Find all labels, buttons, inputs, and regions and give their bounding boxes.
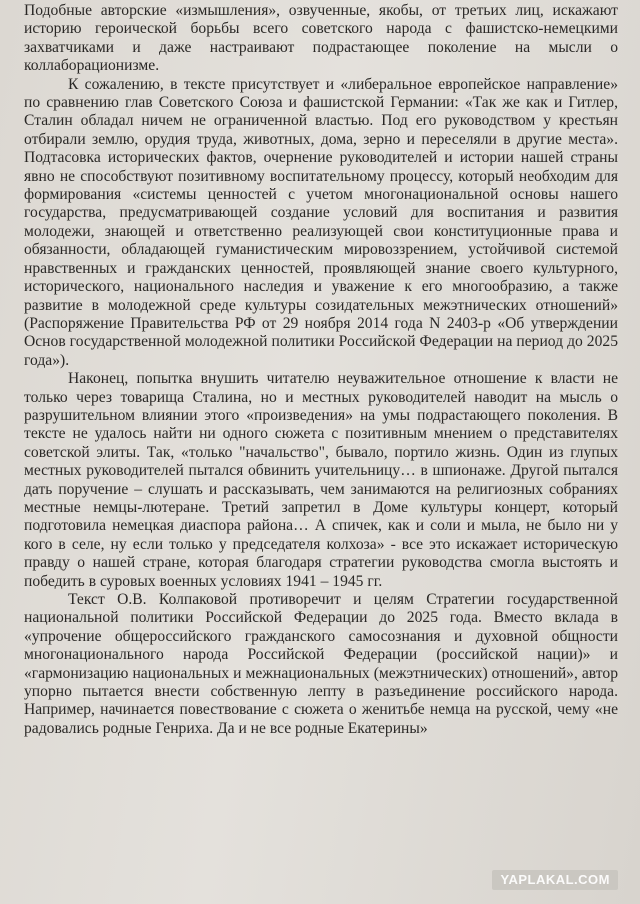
site-watermark: YAPLAKAL.COM	[492, 870, 618, 890]
paragraph-2: К сожалению, в тексте присутствует и «либеральное европейское направление» по сравнению глав Советского Союза и фашистской Германии: «Так же как и Гитлер, Сталин обладал ничем не ограниченной властью. Под его руководством у крестьян отбирали землю, орудия труда, животных, дома, зерно и переселяли в другие места». Подтасовка исторических фактов, очернение руководителей и истории нашей страны явно не способствуют позитивному воспитательному процессу, который необходим для формирования «системы ценностей с учетом многонациональной основы нашего государства, предусматривающей создание условий для воспитания и развития молодежи, знающей и ответственно реализующей свои конституционные права и обязанности, обладающей гуманистическим мировоззрением, устойчивой системой нравственных и гражданских ценностей, проявляющей знание своего культурного, исторического, национального наследия и уважение к его многообразию, а также развитие в молодежной среде культуры созидательных межэтнических отношений» (Распоряжение Правительства РФ от 29 ноября 2014 года N 2403-р «Об утверждении Основ государственной молодежной политики Российской Федерации на период до 2025 года»).	[24, 75, 618, 369]
paragraph-1: Подобные авторские «измышления», озвученные, якобы, от третьих лиц, искажают историю героической борьбы всего советского народа с фашистско-немецкими захватчиками и даже настраивают подрастающее поколение на мысли о коллаборационизме.	[24, 2, 618, 75]
paragraph-3: Наконец, попытка внушить читателю неуважительное отношение к власти не только через товарища Сталина, но и местных руководителей наводит на мысль о разрушительном влиянии этого «произведения» на умы подрастающего поколения. В тексте не удалось найти ни одного сюжета с позитивным мнением о представителях советской элиты. Так, «только "начальство", бывало, портило жизнь. Один из глупых местных руководителей пытался обвинить учительницу… в шпионаже. Другой пытался дать поручение – слушать и рассказывать, чем занимаются на религиозных собраниях местные немцы-лютеране. Третий запретил в Доме культуры концерт, который подготовила немецкая диаспора района… А спичек, как и соли и мыла, не было ни у кого в селе, ну если только у председателя колхоза» - все это искажает историческую правду о нашей стране, которая благодаря стратегии руководства смогла выстоять и победить в суровых военных условиях 1941 – 1945 гг.	[24, 370, 618, 590]
paragraph-4: Текст О.В. Колпаковой противоречит и целям Стратегии государственной национальной политики Российской Федерации до 2025 года. Вместо вклада в «упрочение общероссийского гражданского самосознания и духовной общности многонационального народа Российской Федерации (российской нации)» и «гармонизацию национальных и межнациональных (межэтнических) отношений», автор упорно пытается внести собственную лепту в разъединение российского народа. Например, начинается повествование с сюжета о женитьбе немца на русской, чему «не радовались родные Генриха. Да и не все родные Екатерины»	[24, 591, 618, 737]
